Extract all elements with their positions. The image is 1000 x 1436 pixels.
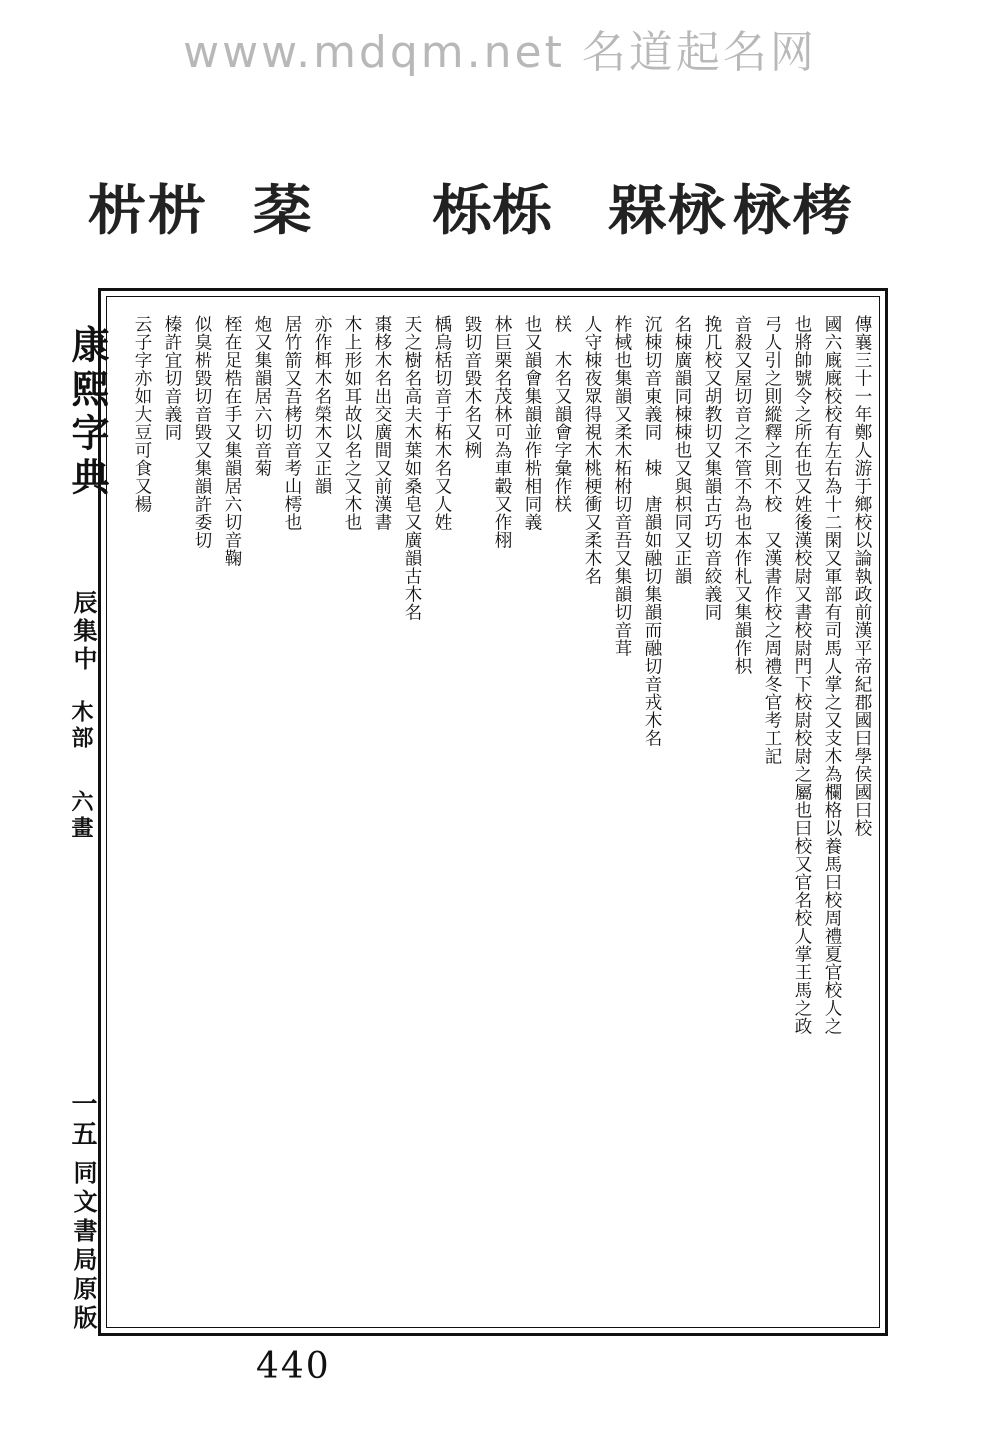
seal-glyph: 栐 bbox=[667, 178, 727, 242]
text-column: 楀烏栝切音于柘木名又人姓 bbox=[432, 315, 452, 531]
text-column: 栚 木名又韻會字彙作栚 bbox=[552, 315, 572, 513]
text-column: 傳襄三十一年鄭人游于鄉校以論執政前漢平帝紀郡國曰學侯國曰校 bbox=[852, 315, 872, 837]
text-column: 木上形如耳故以名之又木也 bbox=[342, 315, 362, 531]
text-column: 柞棫也集韻又柔木柘柎切音吾又集韻切音茸 bbox=[612, 315, 632, 657]
seal-glyph: 㭊 bbox=[87, 178, 147, 242]
text-column: 林巨栗名茂林可為車轂又作栩 bbox=[492, 315, 512, 549]
section-label: 辰集中 bbox=[69, 590, 98, 674]
text-column: 沉栜切音東義同 栜 唐韻如融切集韻而融切音戎木名 bbox=[642, 315, 662, 747]
page-number: 440 bbox=[256, 1346, 331, 1387]
text-column: 也又韻會集韻並作㭊相同義 bbox=[522, 315, 542, 531]
text-column: 桎在足梏在手又集韻居六切音鞠 bbox=[222, 315, 242, 567]
text-column: 也將帥號令之所在也又姓後漢校尉又書校尉門下校尉校尉之屬也曰校又官名校人掌王馬之政 bbox=[792, 315, 812, 1035]
watermark-text: www.mdqm.net 名道起名网 bbox=[183, 27, 817, 78]
seal-glyph: 栲 bbox=[792, 178, 852, 242]
seal-glyph: 栐 bbox=[732, 178, 792, 242]
text-column: 音殺又屋切音之不管不為也本作札又集韻作枳 bbox=[732, 315, 752, 675]
text-frame bbox=[98, 288, 888, 1336]
text-column: 挽几校又胡教切又集韻古巧切音絞義同 bbox=[702, 315, 722, 621]
radical-label: 木部 bbox=[68, 700, 94, 752]
seal-script-row bbox=[87, 168, 920, 248]
text-column: 居竹箭又吾栲切音考山樗也 bbox=[282, 315, 302, 531]
text-column: 弓人引之則縱釋之則不校 又漢書作校之周禮冬官考工記 bbox=[762, 315, 782, 765]
seal-glyph: 槑 bbox=[607, 178, 667, 242]
text-column: 國六廐廐校校有左右為十二閑又軍部有司馬人掌之又支木為欄格以養馬曰校周禮夏官校人之 bbox=[822, 315, 842, 1035]
publisher-label: 同文書局原版 bbox=[69, 1160, 98, 1334]
text-frame-inner bbox=[106, 296, 880, 1328]
seal-glyph: 栎 bbox=[492, 178, 552, 242]
text-column: 亦作栮木名榮木又正韻 bbox=[312, 315, 332, 495]
text-column: 人守栜夜眾得視木桃梗衝又柔木名 bbox=[582, 315, 602, 585]
text-column: 棗栘木名出交廣間又前漢書 bbox=[372, 315, 392, 531]
stroke-count-label: 六畫 bbox=[68, 790, 94, 842]
text-column: 云子字亦如大豆可食又楊 bbox=[132, 315, 152, 513]
text-column: 天之樹名高夫木葉如桑皂又廣韻古木名 bbox=[402, 315, 422, 621]
page-code: 一五 bbox=[67, 1090, 97, 1150]
text-column: 榛許宜切音義同 bbox=[162, 315, 182, 441]
text-column: 炮又集韻居六切音菊 bbox=[252, 315, 272, 477]
book-title: 康熙字典 bbox=[65, 325, 110, 501]
seal-glyph: 栎 bbox=[432, 178, 492, 242]
seal-glyph: 㭊 bbox=[147, 178, 207, 242]
text-column: 名栜廣韻同栜栜也又與枳同又正韻 bbox=[672, 315, 692, 585]
text-column: 似臭㭊毀切音毀又集韻許委切 bbox=[192, 315, 212, 549]
text-column: 毀切音毀木名又栵 bbox=[462, 315, 482, 459]
seal-glyph: 棻 bbox=[252, 178, 312, 242]
